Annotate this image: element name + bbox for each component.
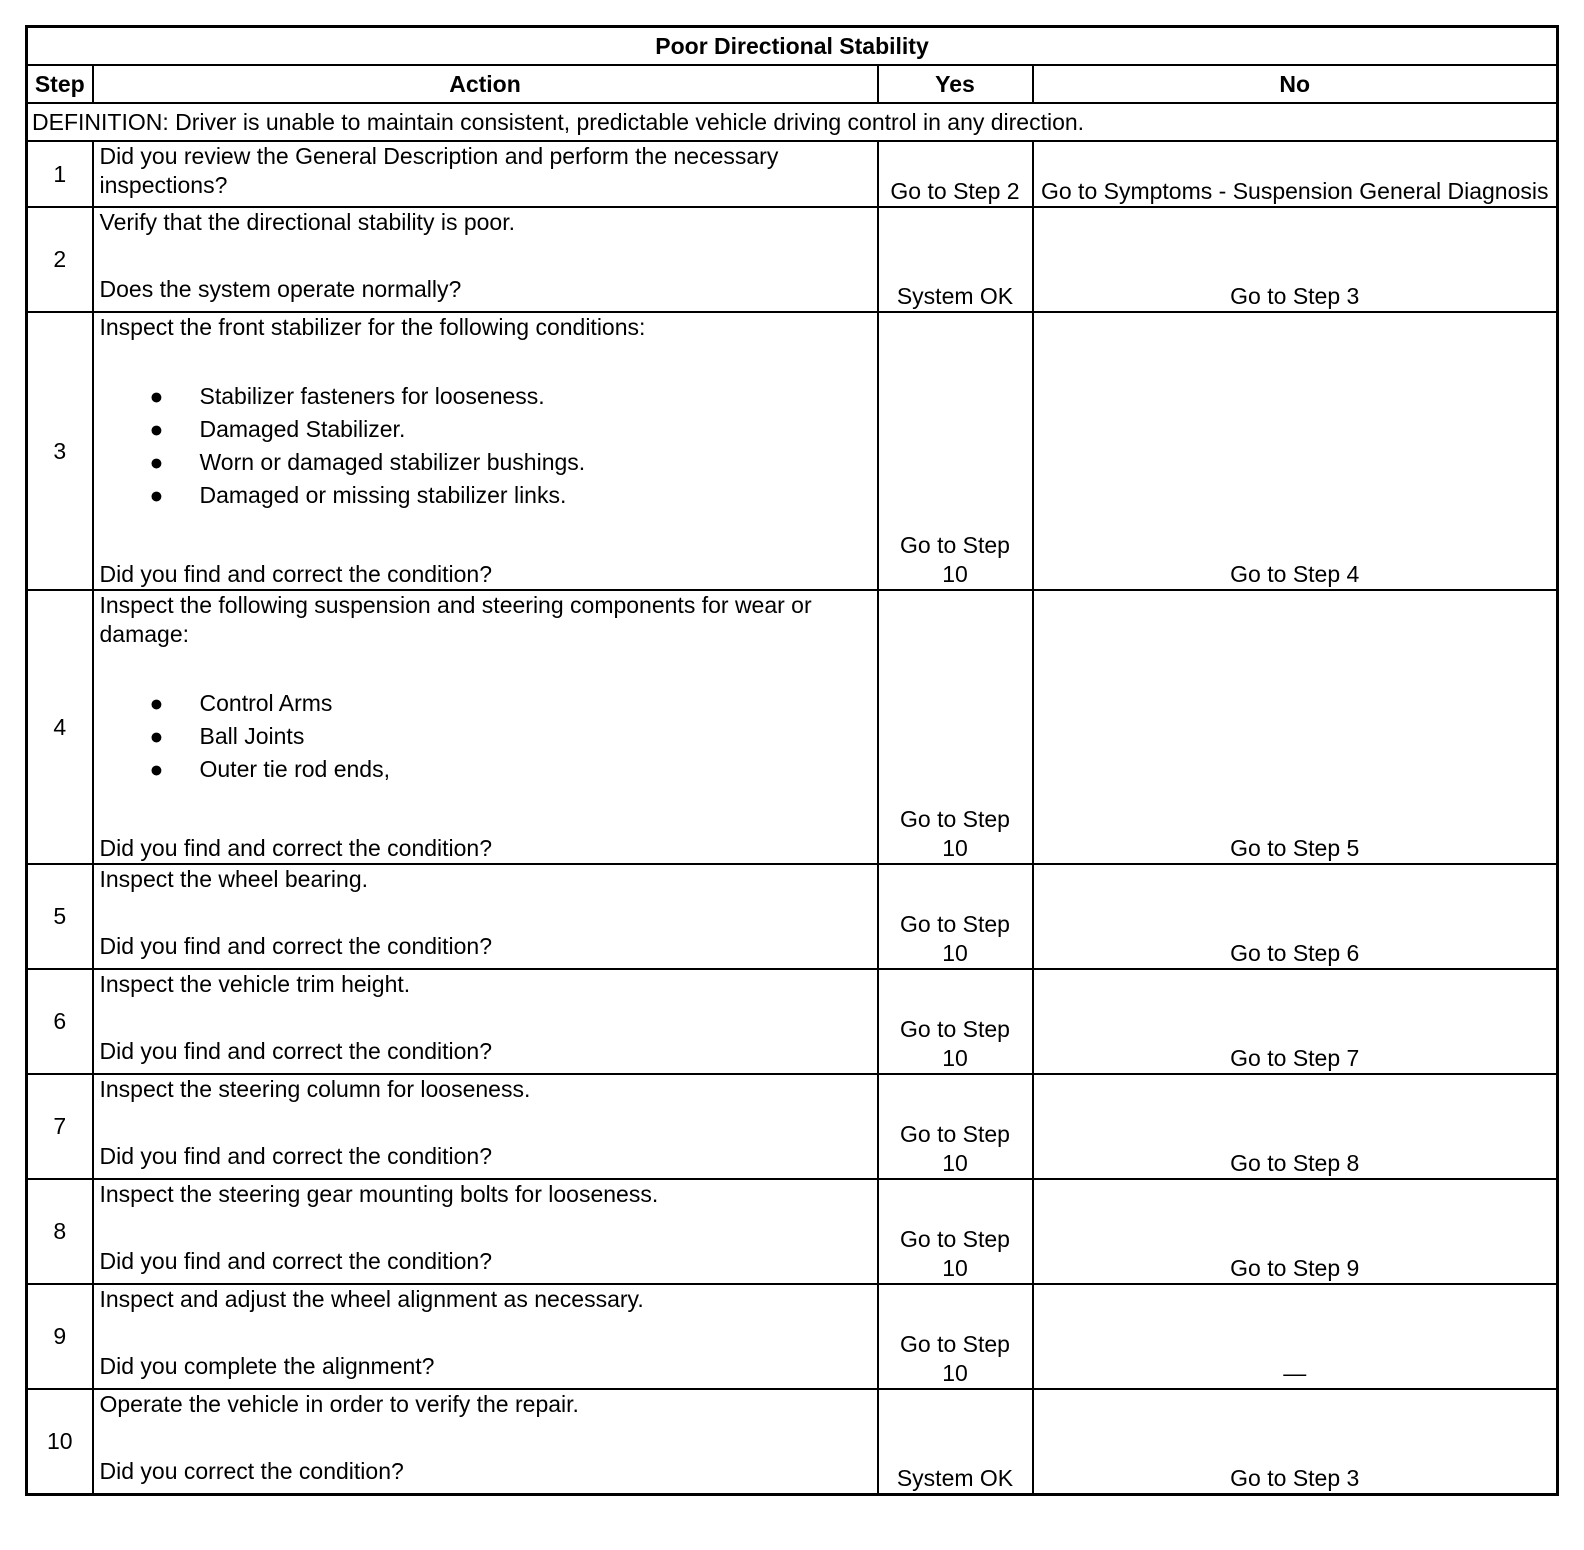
list-item xyxy=(149,446,871,479)
table-row xyxy=(27,141,1558,207)
spacer xyxy=(100,649,871,687)
bullet-list xyxy=(100,380,871,512)
definition-text: DEFINITION: Driver is unable to maintain consistent, predictable vehicle driving control in any direction. xyxy=(27,103,1558,141)
step-number: 4 xyxy=(27,590,93,864)
header-step: Step xyxy=(27,65,93,103)
action-text: Inspect the following suspension and steering components for wear or damage: xyxy=(99,592,812,647)
step-number: 9 xyxy=(27,1284,93,1389)
spacer xyxy=(100,512,871,560)
bullet-icon: ● xyxy=(149,690,164,716)
list-item xyxy=(149,720,871,753)
spacer xyxy=(100,237,871,275)
action-text: Did you review the General Description and perform the necessary inspections? xyxy=(99,143,779,198)
action-cell xyxy=(93,141,878,207)
diagnostic-table xyxy=(25,25,1559,1496)
list-item xyxy=(149,479,871,512)
action-cell xyxy=(93,1179,878,1284)
action-text: Inspect the vehicle trim height. xyxy=(99,971,411,997)
spacer xyxy=(100,1104,871,1142)
step-number: 6 xyxy=(27,969,93,1074)
action-text: Inspect and adjust the wheel alignment as necessary. xyxy=(99,1286,644,1312)
step-number: 5 xyxy=(27,864,93,969)
list-item-text: Damaged Stabilizer. xyxy=(199,416,406,442)
yes-cell: Go to Step 10 xyxy=(878,312,1033,590)
no-cell: Go to Step 3 xyxy=(1033,207,1558,312)
spacer xyxy=(100,1209,871,1247)
action-question: Did you find and correct the condition? xyxy=(99,1248,493,1274)
list-item-text: Outer tie rod ends, xyxy=(199,756,390,782)
table-row xyxy=(27,1074,1558,1179)
spacer xyxy=(100,342,871,380)
no-cell: Go to Step 4 xyxy=(1033,312,1558,590)
table-row xyxy=(27,864,1558,969)
spacer xyxy=(100,1419,871,1457)
no-cell: — xyxy=(1033,1284,1558,1389)
bullet-icon: ● xyxy=(149,482,164,508)
action-cell xyxy=(93,969,878,1074)
no-cell: Go to Step 5 xyxy=(1033,590,1558,864)
no-cell: Go to Symptoms - Suspension General Diagnosis xyxy=(1033,141,1558,207)
table-row xyxy=(27,312,1558,590)
list-item-text: Stabilizer fasteners for looseness. xyxy=(199,383,545,409)
action-text: Inspect the front stabilizer for the following conditions: xyxy=(99,314,646,340)
bullet-icon: ● xyxy=(149,756,164,782)
action-cell xyxy=(93,1074,878,1179)
list-item xyxy=(149,687,871,720)
table-row xyxy=(27,1284,1558,1389)
action-question: Did you find and correct the condition? xyxy=(99,1038,493,1064)
list-item-text: Damaged or missing stabilizer links. xyxy=(199,482,567,508)
header-yes: Yes xyxy=(878,65,1033,103)
action-question: Did you correct the condition? xyxy=(99,1458,404,1484)
action-question: Does the system operate normally? xyxy=(99,276,462,302)
yes-cell: Go to Step 10 xyxy=(878,864,1033,969)
list-item xyxy=(149,753,871,786)
action-text: Inspect the steering column for looseness. xyxy=(99,1076,531,1102)
table-row xyxy=(27,969,1558,1074)
yes-cell: System OK xyxy=(878,207,1033,312)
table-row xyxy=(27,1389,1558,1494)
yes-cell: Go to Step 10 xyxy=(878,969,1033,1074)
bullet-icon: ● xyxy=(149,723,164,749)
list-item xyxy=(149,413,871,446)
list-item-text: Worn or damaged stabilizer bushings. xyxy=(199,449,586,475)
table-title: Poor Directional Stability xyxy=(27,27,1558,66)
action-text: Inspect the wheel bearing. xyxy=(99,866,369,892)
action-text: Verify that the directional stability is poor. xyxy=(99,209,515,235)
list-item-text: Control Arms xyxy=(199,690,333,716)
step-number: 7 xyxy=(27,1074,93,1179)
spacer xyxy=(100,786,871,834)
yes-cell: Go to Step 10 xyxy=(878,1074,1033,1179)
header-row xyxy=(27,65,1558,103)
spacer xyxy=(100,999,871,1037)
list-item-text: Ball Joints xyxy=(199,723,305,749)
table-row xyxy=(27,590,1558,864)
yes-cell: System OK xyxy=(878,1389,1033,1494)
action-text: Operate the vehicle in order to verify the repair. xyxy=(99,1391,579,1417)
yes-cell: Go to Step 10 xyxy=(878,1179,1033,1284)
step-number: 1 xyxy=(27,141,93,207)
spacer xyxy=(100,894,871,932)
step-number: 2 xyxy=(27,207,93,312)
action-question: Did you find and correct the condition? xyxy=(99,1143,493,1169)
no-cell: Go to Step 9 xyxy=(1033,1179,1558,1284)
step-number: 8 xyxy=(27,1179,93,1284)
table-row xyxy=(27,207,1558,312)
header-action: Action xyxy=(93,65,878,103)
header-no: No xyxy=(1033,65,1558,103)
step-number: 3 xyxy=(27,312,93,590)
spacer xyxy=(100,1314,871,1352)
title-row xyxy=(27,27,1558,66)
action-cell xyxy=(93,207,878,312)
list-item xyxy=(149,380,871,413)
action-cell xyxy=(93,590,878,864)
no-cell: Go to Step 8 xyxy=(1033,1074,1558,1179)
action-question: Did you complete the alignment? xyxy=(99,1353,435,1379)
action-question: Did you find and correct the condition? xyxy=(99,561,493,587)
yes-cell: Go to Step 10 xyxy=(878,1284,1033,1389)
step-number: 10 xyxy=(27,1389,93,1494)
definition-row xyxy=(27,103,1558,141)
no-cell: Go to Step 6 xyxy=(1033,864,1558,969)
yes-cell: Go to Step 10 xyxy=(878,590,1033,864)
table-row xyxy=(27,1179,1558,1284)
action-cell xyxy=(93,1389,878,1494)
bullet-icon: ● xyxy=(149,449,164,475)
action-text: Inspect the steering gear mounting bolts for looseness. xyxy=(99,1181,659,1207)
bullet-icon: ● xyxy=(149,416,164,442)
bullet-icon: ● xyxy=(149,383,164,409)
no-cell: Go to Step 3 xyxy=(1033,1389,1558,1494)
no-cell: Go to Step 7 xyxy=(1033,969,1558,1074)
action-cell xyxy=(93,864,878,969)
action-cell xyxy=(93,312,878,590)
yes-cell: Go to Step 2 xyxy=(878,141,1033,207)
action-question: Did you find and correct the condition? xyxy=(99,835,493,861)
action-cell xyxy=(93,1284,878,1389)
bullet-list xyxy=(100,687,871,786)
action-question: Did you find and correct the condition? xyxy=(99,933,493,959)
